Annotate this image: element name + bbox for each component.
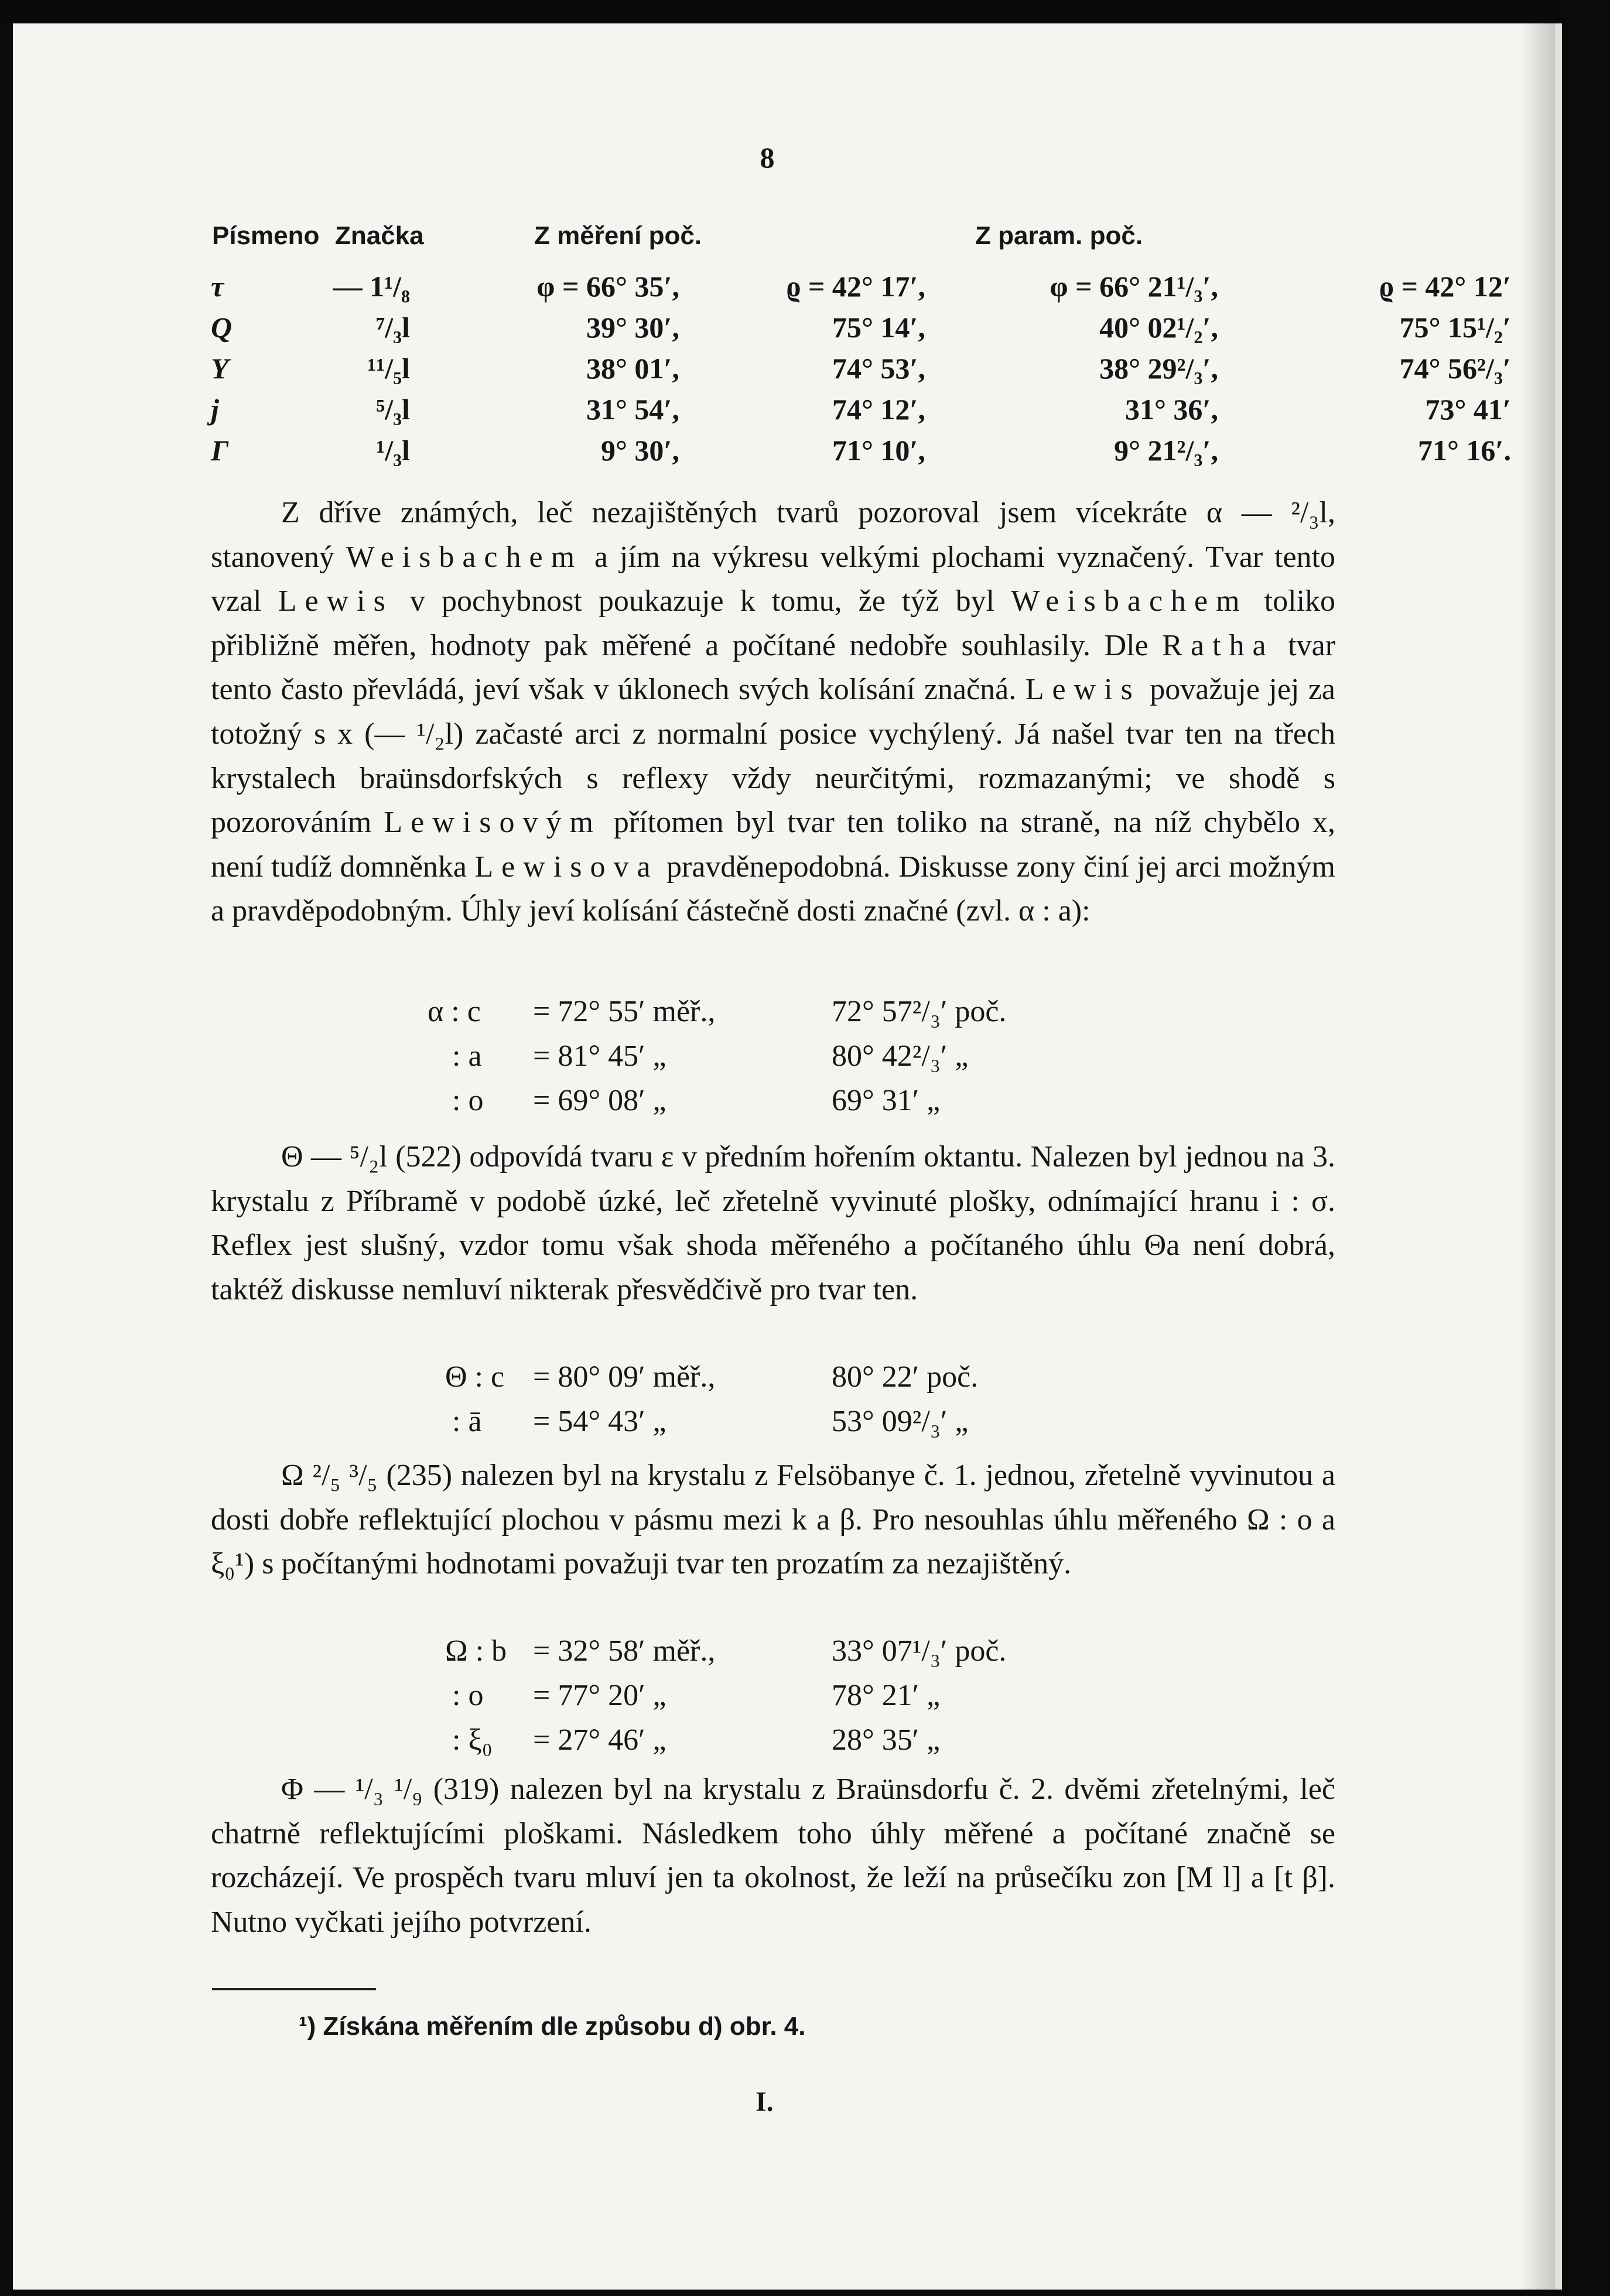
- row-calc-phi: 31° 36′,: [1124, 393, 1218, 426]
- angle-label: : ā: [452, 1405, 482, 1438]
- angle-measured: = 27° 46′ „: [533, 1723, 666, 1757]
- table-row: [0, 269, 1610, 310]
- row-calc-rho: 73° 41′: [1425, 393, 1511, 426]
- text-span: toliko přibližně měřen, hodnoty pak měřené a počítané nedobře souhlasily. Dle: [211, 584, 1336, 662]
- row-measured-phi: φ = 66° 35′,: [536, 270, 679, 303]
- text-span: považuje jej za totožný s x (— ¹/₂l) začasté arci z normalní posice vychýlený. Já našel tvar ten na třech krystalech braünsdorfských s reflexy vždy neurčitými, rozmazanými; ve shodě s pozorováním: [211, 673, 1336, 840]
- scan-border-top: [0, 0, 1610, 23]
- paragraph-theta: [211, 1135, 1335, 1312]
- author-lewis: Lewis: [278, 584, 394, 618]
- row-sign: ¹/₃l: [376, 434, 410, 467]
- angle-label: Ω : b: [445, 1634, 507, 1668]
- angle-calculated: 28° 35′ „: [832, 1723, 941, 1757]
- row-letter: Y: [211, 352, 229, 385]
- text-span: pravděnepodobná. Diskusse zony činí jej arci možným a pravděpodobným. Úhly jeví kolísání částečně dosti značné (zvl. α : a):: [211, 850, 1335, 928]
- row-letter: Q: [211, 311, 233, 344]
- paragraph-text: Ω ²/₅ ³/₅ (235) nalezen byl na krystalu z Felsöbanye č. 1. jednou, zřetelně vyvinutou a dosti dobře reflektující plochou v pásmu mezi k a β. Pro nesouhlas úhlu měřeného Ω : o a ξ₀¹) s počítanými hodnotami považuji tvar ten prozatím za nezajištěný.: [211, 1459, 1335, 1581]
- text-span: Z dříve známých, leč nezajištěných tvarů pozoroval jsem vícekráte α — ²/₃l, stanovený: [211, 496, 1335, 574]
- angle-measured: = 77° 20′ „: [533, 1679, 666, 1712]
- footnote: ¹) Získána měřením dle způsobu d) obr. 4.: [299, 2012, 806, 2041]
- author-lewisovym: Lewisovým: [384, 806, 601, 840]
- row-calc-phi: φ = 66° 21¹/₃′,: [1050, 270, 1218, 303]
- paragraph-phi: [211, 1767, 1335, 1944]
- text-span: přítomen byl tvar ten toliko na straně, na níž chybělo x, není tudíž domněnka: [211, 806, 1336, 884]
- angle-calculated: 33° 07¹/₃′ poč.: [832, 1634, 1007, 1668]
- row-measured-rho: 74° 12′,: [832, 393, 925, 426]
- angle-measured: = 72° 55′ měř.,: [533, 995, 716, 1028]
- table-row: [0, 310, 1610, 351]
- row-calc-rho: ϱ = 42° 12′: [1379, 270, 1511, 303]
- text-span: tvar tento často převládá, jeví však v úklonech svých kolísání značná.: [211, 628, 1336, 707]
- row-measured-rho: 75° 14′,: [832, 311, 925, 344]
- angle-label: : a: [452, 1039, 482, 1073]
- angle-measured: = 32° 58′ měř.,: [533, 1634, 716, 1668]
- author-rath: Ratha: [1162, 628, 1274, 662]
- row-sign: ⁵/₃l: [376, 393, 410, 426]
- table-row: [0, 351, 1610, 392]
- angle-label: : o: [452, 1679, 484, 1712]
- row-measured-phi: 31° 54′,: [586, 393, 679, 426]
- row-sign: ¹¹/₅l: [367, 352, 410, 385]
- row-calc-phi: 40° 02¹/₂′,: [1099, 311, 1218, 344]
- paragraph-text: Θ — ⁵/₂l (522) odpovídá tvaru ε v předním hořením oktantu. Nalezen byl jednou na 3. krystalu z Příbramě v podobě úzké, leč zřetelně vyvinuté plošky, odnímající hranu i : σ. Reflex jest slušný, vzdor tomu však shoda měřeného a počítaného úhlu Θa není dobrá, taktéž diskusse nemluví nikterak přesvědčivě pro tvar ten.: [211, 1140, 1335, 1306]
- paragraph-text: Φ — ¹/₃ ¹/₉ (319) nalezen byl na krystalu z Braünsdorfu č. 2. dvěmi zřetelnými, leč chatrně reflektujícími ploškami. Následkem toho úhly měřené a počítané značně se rozcházejí. Ve prospěch tvaru mluví jen ta okolnost, že leží na průsečíku zon [M l] a [t β]. Nutno vyčkati jejího potvrzení.: [211, 1773, 1335, 1939]
- angle-calculated: 80° 22′ poč.: [832, 1360, 979, 1394]
- row-measured-rho: ϱ = 42° 17′,: [786, 270, 925, 303]
- angle-calculated: 53° 09²/₃′ „: [832, 1405, 969, 1438]
- row-letter: Γ: [211, 434, 229, 467]
- row-measured-phi: 39° 30′,: [586, 311, 679, 344]
- angle-calculated: 72° 57²/₃′ poč.: [832, 995, 1007, 1028]
- row-sign: — 1¹/₈: [333, 270, 410, 303]
- row-sign: ⁷/₃l: [376, 311, 410, 344]
- author-lewis: Lewis: [1025, 673, 1141, 707]
- header-measured: Z měření poč.: [534, 221, 702, 250]
- angle-label: Θ : c: [445, 1360, 505, 1394]
- row-measured-phi: 38° 01′,: [586, 352, 679, 385]
- row-calc-phi: 38° 29²/₃′,: [1099, 352, 1218, 385]
- header-letter: Písmeno: [212, 221, 320, 250]
- text-span: v pochybnost poukazuje k tomu, že týž byl: [393, 584, 1011, 618]
- paragraph-omega: [211, 1453, 1335, 1586]
- angle-measured: = 81° 45′ „: [533, 1039, 666, 1073]
- header-calculated: Z param. poč.: [975, 221, 1143, 250]
- row-calc-rho: 74° 56²/₃′: [1399, 352, 1511, 385]
- angle-measured: = 69° 08′ „: [533, 1084, 666, 1117]
- table-row: [0, 433, 1610, 474]
- angle-label: : ξ₀: [452, 1723, 493, 1757]
- row-calc-rho: 75° 15¹/₂′: [1399, 311, 1511, 344]
- table-row: [0, 392, 1610, 433]
- sheet-signature: I.: [756, 2086, 774, 2117]
- angle-calculated: 69° 31′ „: [832, 1084, 941, 1117]
- angle-calculated: 78° 21′ „: [832, 1679, 941, 1712]
- angle-label: α : c: [428, 995, 481, 1028]
- angle-measured: = 80° 09′ měř.,: [533, 1360, 716, 1394]
- text-span: a jím na výkresu velkými plochami vyznačený. Tvar tento vzal: [211, 540, 1336, 618]
- footnote-divider: [212, 1988, 376, 1990]
- row-letter: τ: [211, 270, 224, 303]
- row-calc-phi: 9° 21²/₃′,: [1114, 434, 1218, 467]
- author-weisbach: Weisbachem: [346, 540, 583, 574]
- angle-calculated: 80° 42²/₃′ „: [832, 1039, 969, 1073]
- row-measured-rho: 74° 53′,: [832, 352, 925, 385]
- header-sign: Značka: [335, 221, 424, 250]
- page-number: 8: [760, 141, 775, 174]
- row-letter: j: [211, 393, 219, 426]
- row-measured-rho: 71° 10′,: [832, 434, 925, 467]
- author-lewisova: Lewisova: [474, 850, 659, 884]
- row-calc-rho: 71° 16′.: [1417, 434, 1511, 467]
- angle-label: : o: [452, 1084, 484, 1117]
- paragraph-alpha: [211, 491, 1335, 933]
- row-measured-phi: 9° 30′,: [600, 434, 679, 467]
- angle-measured: = 54° 43′ „: [533, 1405, 666, 1438]
- author-weisbach: Weisbachem: [1011, 584, 1248, 618]
